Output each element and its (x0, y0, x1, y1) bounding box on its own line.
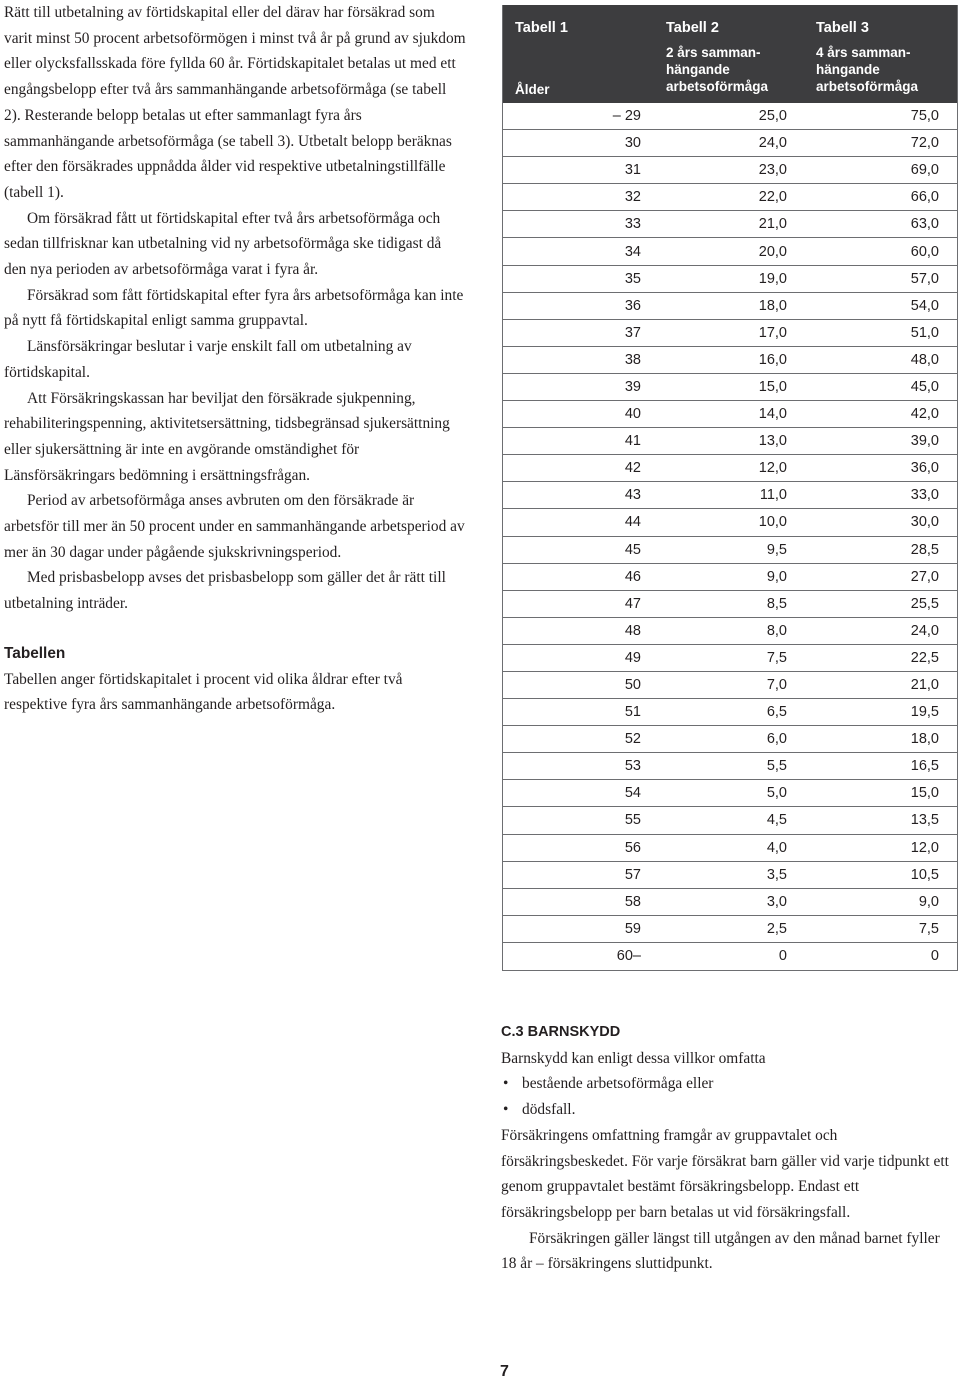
page-number: 7 (500, 1363, 509, 1380)
two-year-value-cell: 24,0 (758, 135, 787, 152)
four-year-value-cell: 25,5 (910, 595, 939, 612)
two-year-value-cell: 6,5 (766, 704, 787, 721)
four-year-value-cell: 36,0 (910, 460, 939, 477)
table-body (503, 103, 957, 970)
age-cell: 46 (624, 568, 641, 585)
tabellen-description: Tabellen anger förtidskapitalet i procent vid olika åldrar efter två respektive fyra års sammanhängande arbetsoförmåga. (4, 670, 403, 714)
section-title: C.3 BARNSKYDD (501, 1024, 621, 1040)
age-cell: 52 (624, 731, 641, 748)
table-row (503, 699, 957, 726)
two-year-value-cell: 14,0 (758, 406, 787, 423)
list-item (501, 1097, 951, 1123)
header-tabell-1: Tabell 1 (515, 20, 568, 36)
age-cell: 30 (624, 135, 641, 152)
header-alder-label: Ålder (515, 82, 550, 97)
four-year-value-cell: 48,0 (910, 351, 939, 368)
table-row (503, 672, 957, 699)
four-year-value-cell: 12,0 (910, 839, 939, 856)
age-cell: 51 (624, 704, 641, 721)
two-year-value-cell: 8,5 (766, 595, 787, 612)
four-year-value-cell: 69,0 (910, 162, 939, 179)
four-year-value-cell: 42,0 (910, 406, 939, 423)
table-row (503, 455, 957, 482)
four-year-value-cell: 28,5 (910, 541, 939, 558)
forutskapital-table (502, 5, 958, 971)
two-year-value-cell: 20,0 (758, 243, 787, 260)
two-year-value-cell: 21,0 (758, 216, 787, 233)
age-cell: – 29 (612, 108, 641, 125)
table-sub-header (503, 38, 957, 103)
four-year-value-cell: 72,0 (910, 135, 939, 152)
age-cell: 54 (624, 785, 641, 802)
two-year-value-cell: 9,0 (766, 568, 787, 585)
table-row (503, 293, 957, 320)
four-year-value-cell: 60,0 (910, 243, 939, 260)
header-line: arbetsoförmåga (816, 79, 919, 94)
two-year-value-cell: 7,5 (766, 649, 787, 666)
two-year-value-cell: 3,0 (766, 893, 787, 910)
two-year-value-cell: 2,5 (766, 920, 787, 937)
four-year-value-cell: 45,0 (910, 378, 939, 395)
four-year-value-cell: 54,0 (910, 297, 939, 314)
header-line: arbetsoförmåga (666, 79, 769, 94)
table-row (503, 347, 957, 374)
table-row (503, 537, 957, 564)
four-year-value-cell: 39,0 (910, 433, 939, 450)
header-tabell-2: Tabell 2 (666, 20, 719, 36)
header-four-years (806, 38, 957, 103)
age-cell: 43 (624, 487, 641, 504)
two-year-value-cell: 10,0 (758, 514, 787, 531)
table-row (503, 564, 957, 591)
four-year-value-cell: 21,0 (910, 677, 939, 694)
age-cell: 44 (624, 514, 641, 531)
four-year-value-cell: 13,5 (910, 812, 939, 829)
paragraph: Försäkringen gäller längst till utgången av den månad barnet fyller 18 år – försäkringens sluttidpunkt. (501, 1229, 940, 1273)
two-year-value-cell: 13,0 (758, 433, 787, 450)
two-year-value-cell: 9,5 (766, 541, 787, 558)
age-cell: 58 (624, 893, 641, 910)
two-year-value-cell: 8,0 (766, 622, 787, 639)
header-line: 4 års samman- (816, 45, 911, 60)
paragraph: Rätt till utbetalning av förtidskapital eller del därav har försäkrad som varit minst 50 procent arbetsoförmögen i minst två år på grund av sjukdom eller olycksfallsskada före fyllda 60 år. Förtidskapitalet betalas ut med ett engångsbelopp efter två års sammanhängande arbetsoförmåga (se tabell 2). Resterande belopp betalas ut efter sammanlagt fyra års sammanhängande arbetsoförmåga (se tabell 3). Utbetalt belopp beräknas efter den försäkrades uppnådda ålder vid respektive utbetalningstillfälle (tabell 1). (4, 4, 466, 201)
two-year-value-cell: 0 (778, 948, 787, 965)
four-year-value-cell: 18,0 (910, 731, 939, 748)
header-two-years (656, 38, 806, 103)
two-year-value-cell: 22,0 (758, 189, 787, 206)
table-row (503, 835, 957, 862)
header-line: hängande (816, 62, 880, 77)
header-line: 2 års samman- (666, 45, 761, 60)
table-row (503, 862, 957, 889)
four-year-value-cell: 0 (930, 948, 939, 965)
table-row (503, 401, 957, 428)
age-cell: 41 (624, 433, 641, 450)
age-cell: 32 (624, 189, 641, 206)
two-year-value-cell: 16,0 (758, 351, 787, 368)
age-cell: 31 (624, 162, 641, 179)
four-year-value-cell: 30,0 (910, 514, 939, 531)
bullet-icon: • (503, 1075, 509, 1093)
paragraph: Länsförsäkringar beslutar i varje enskilt fall om utbetalning av förtidskapital. (4, 338, 412, 381)
paragraph: Att Försäkringskassan har beviljat den försäkrade sjukpenning, rehabiliteringspenning, aktivitetsersättning, tidsbegränsad sjukersättning eller sjukersättning är inte en avgörande omständighet för Länsförsäkringars bedömning i ersättningsfrågan. (4, 389, 450, 484)
table-row (503, 428, 957, 455)
four-year-value-cell: 9,0 (918, 893, 939, 910)
two-year-value-cell: 17,0 (758, 324, 787, 341)
table-row (503, 889, 957, 916)
four-year-value-cell: 19,5 (910, 704, 939, 721)
two-year-value-cell: 7,0 (766, 677, 787, 694)
age-cell: 39 (624, 378, 641, 395)
two-year-value-cell: 4,0 (766, 839, 787, 856)
age-cell: 57 (624, 866, 641, 883)
table-row (503, 509, 957, 536)
two-year-value-cell: 15,0 (758, 378, 787, 395)
four-year-value-cell: 7,5 (918, 920, 939, 937)
header-tabell-3: Tabell 3 (816, 20, 869, 36)
age-cell: 42 (624, 460, 641, 477)
table-row (503, 103, 957, 130)
paragraph: Med prisbasbelopp avses det prisbasbelopp som gäller det år rätt till utbetalning inträder. (4, 569, 446, 613)
four-year-value-cell: 63,0 (910, 216, 939, 233)
paragraph: Om försäkrad fått ut förtidskapital efter två års arbetsoförmåga och sedan tillfrisknar kan utbetalning vid ny arbetsoförmåga ske tidigast då den nya perioden av arbetsoförmåga varat i fyra år. (4, 209, 442, 279)
table-row (503, 591, 957, 618)
paragraph: Försäkrad som fått förtidskapital efter fyra års arbetsoförmåga kan inte på nytt få förtidskapital enligt samma gruppavtal. (4, 286, 464, 330)
table-row (503, 916, 957, 943)
barnskydd-section (501, 1020, 951, 1277)
two-year-value-cell: 5,5 (766, 758, 787, 775)
tabellen-heading: Tabellen (4, 644, 66, 662)
table-row (503, 157, 957, 184)
paragraph: Försäkringens omfattning framgår av gruppavtalet och försäkringsbeskedet. För varje försäkrat barn gäller vid varje tidpunkt ett genom gruppavtalet bestämt försäkringsbelopp. Endast ett försäkringsbelopp per barn betalas ut vid försäkringsfall. (501, 1126, 949, 1221)
two-year-value-cell: 12,0 (758, 460, 787, 477)
table-row (503, 645, 957, 672)
age-cell: 56 (624, 839, 641, 856)
table-row (503, 943, 957, 970)
four-year-value-cell: 15,0 (910, 785, 939, 802)
table-row (503, 184, 957, 211)
table-row (503, 780, 957, 807)
table-row (503, 320, 957, 347)
four-year-value-cell: 10,5 (910, 866, 939, 883)
two-year-value-cell: 19,0 (758, 270, 787, 287)
age-cell: 33 (624, 216, 641, 233)
table-row (503, 482, 957, 509)
four-year-value-cell: 57,0 (910, 270, 939, 287)
bullet-icon: • (503, 1101, 509, 1119)
age-cell: 49 (624, 649, 641, 666)
table-row (503, 374, 957, 401)
four-year-value-cell: 33,0 (910, 487, 939, 504)
paragraph: Period av arbetsoförmåga anses avbruten om den försäkrade är arbetsför till mer än 50 procent under en sammanhängande arbetsperiod av mer än 30 dagar under pågående sjukskrivningsperiod. (4, 492, 465, 561)
two-year-value-cell: 18,0 (758, 297, 787, 314)
header-alder (503, 38, 656, 103)
two-year-value-cell: 25,0 (758, 108, 787, 125)
four-year-value-cell: 16,5 (910, 758, 939, 775)
two-year-value-cell: 5,0 (766, 785, 787, 802)
table-row (503, 266, 957, 293)
table-row (503, 753, 957, 780)
table-row (503, 618, 957, 645)
table-row (503, 238, 957, 265)
age-cell: 59 (624, 920, 641, 937)
age-cell: 48 (624, 622, 641, 639)
four-year-value-cell: 51,0 (910, 324, 939, 341)
age-cell: 36 (624, 297, 641, 314)
two-year-value-cell: 23,0 (758, 162, 787, 179)
list-item-text: bestående arbetsoförmåga eller (522, 1075, 714, 1093)
left-column-text (4, 0, 466, 718)
bullet-list (501, 1071, 951, 1122)
table-top-header (503, 5, 957, 38)
section-intro: Barnskydd kan enligt dessa villkor omfatta (501, 1049, 766, 1067)
age-cell: 40 (624, 406, 641, 423)
two-year-value-cell: 4,5 (766, 812, 787, 829)
age-cell: 60– (616, 948, 641, 965)
four-year-value-cell: 24,0 (910, 622, 939, 639)
four-year-value-cell: 22,5 (910, 649, 939, 666)
list-item (501, 1071, 951, 1097)
table-row (503, 726, 957, 753)
age-cell: 35 (624, 270, 641, 287)
age-cell: 45 (624, 541, 641, 558)
age-cell: 53 (624, 758, 641, 775)
age-cell: 55 (624, 812, 641, 829)
table-row (503, 130, 957, 157)
age-cell: 38 (624, 351, 641, 368)
header-line: hängande (666, 62, 730, 77)
age-cell: 50 (624, 677, 641, 694)
age-cell: 47 (624, 595, 641, 612)
age-cell: 37 (624, 324, 641, 341)
age-cell: 34 (624, 243, 641, 260)
four-year-value-cell: 75,0 (910, 108, 939, 125)
table-row (503, 211, 957, 238)
two-year-value-cell: 11,0 (759, 487, 787, 504)
four-year-value-cell: 66,0 (910, 189, 939, 206)
table-row (503, 807, 957, 834)
two-year-value-cell: 3,5 (766, 866, 787, 883)
four-year-value-cell: 27,0 (910, 568, 939, 585)
two-year-value-cell: 6,0 (766, 731, 787, 748)
list-item-text: dödsfall. (522, 1101, 576, 1119)
